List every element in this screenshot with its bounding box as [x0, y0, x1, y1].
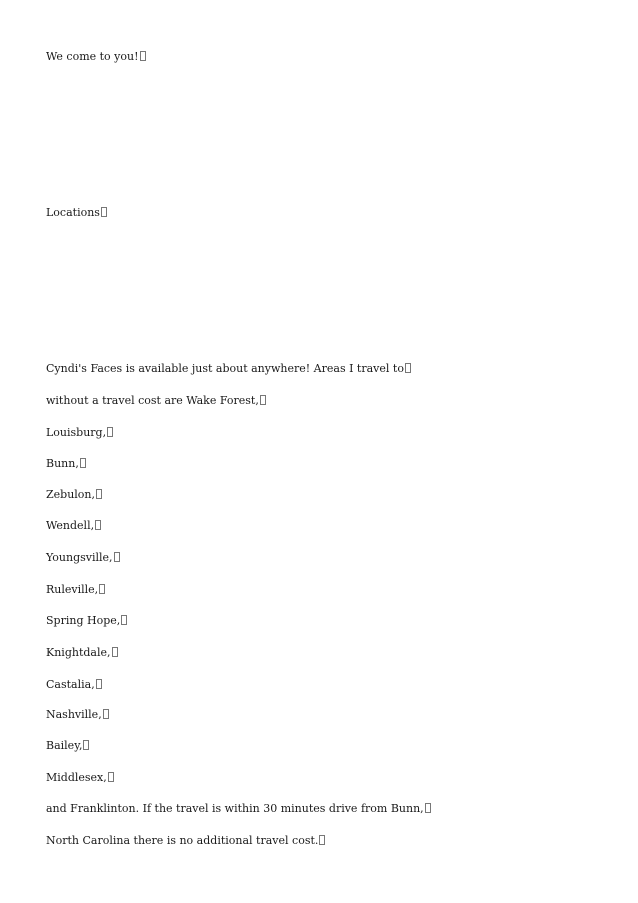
text-line-content: Ruleville, [46, 583, 99, 596]
missing-glyph-icon [260, 395, 266, 405]
text-line-2 [46, 394, 266, 408]
missing-glyph-icon [103, 709, 109, 719]
missing-glyph-icon [101, 207, 107, 217]
location-youngsville [46, 551, 120, 565]
location-bunn [46, 457, 86, 471]
location-ruleville [46, 583, 105, 597]
text-line-content: Cyndi's Faces is available just about anywhere! Areas I travel to [46, 362, 404, 375]
location-wendell [46, 519, 101, 533]
location-knightdale [46, 646, 118, 660]
missing-glyph-icon [319, 835, 325, 845]
missing-glyph-icon [99, 584, 105, 594]
missing-glyph-icon [112, 647, 118, 657]
text-line-content: Wendell, [46, 519, 95, 532]
location-spring-hope [46, 614, 127, 628]
location-zebulon [46, 488, 102, 502]
missing-glyph-icon [95, 520, 101, 530]
text-line-content: without a travel cost are Wake Forest, [46, 394, 259, 407]
text-line-content: Spring Hope, [46, 614, 121, 627]
text-line-content: and Franklinton. If the travel is within 30 minutes drive from Bunn, [46, 802, 424, 815]
locations-heading [46, 206, 107, 220]
text-line-content: Middlesex, [46, 771, 107, 784]
text-line-content: Nashville, [46, 708, 102, 721]
missing-glyph-icon [108, 772, 114, 782]
missing-glyph-icon [140, 51, 146, 61]
text-line-content: Louisburg, [46, 426, 107, 439]
missing-glyph-icon [107, 427, 113, 437]
location-bailey [46, 739, 89, 753]
missing-glyph-icon [96, 489, 102, 499]
missing-glyph-icon [114, 552, 120, 562]
location-castalia [46, 678, 102, 692]
intro-heading [46, 50, 146, 64]
text-line-1 [46, 362, 411, 376]
text-line-content: North Carolina there is no additional travel cost. [46, 834, 319, 847]
location-nashville [46, 708, 109, 722]
missing-glyph-icon [405, 363, 411, 373]
location-louisburg [46, 426, 113, 440]
missing-glyph-icon [425, 803, 431, 813]
missing-glyph-icon [96, 679, 102, 689]
text-line-content: Zebulon, [46, 488, 96, 501]
text-line-content: Youngsville, [46, 551, 113, 564]
text-line-content: Bailey, [46, 739, 83, 752]
locations-heading-text: Locations [46, 206, 100, 219]
missing-glyph-icon [80, 458, 86, 468]
missing-glyph-icon [83, 740, 89, 750]
text-line-16 [46, 834, 325, 848]
intro-heading-text: We come to you! [46, 50, 139, 63]
location-middlesex [46, 771, 114, 785]
text-line-15 [46, 802, 431, 816]
text-line-content: Castalia, [46, 678, 95, 691]
text-line-content: Knightdale, [46, 646, 111, 659]
text-line-content: Bunn, [46, 457, 79, 470]
missing-glyph-icon [121, 615, 127, 625]
